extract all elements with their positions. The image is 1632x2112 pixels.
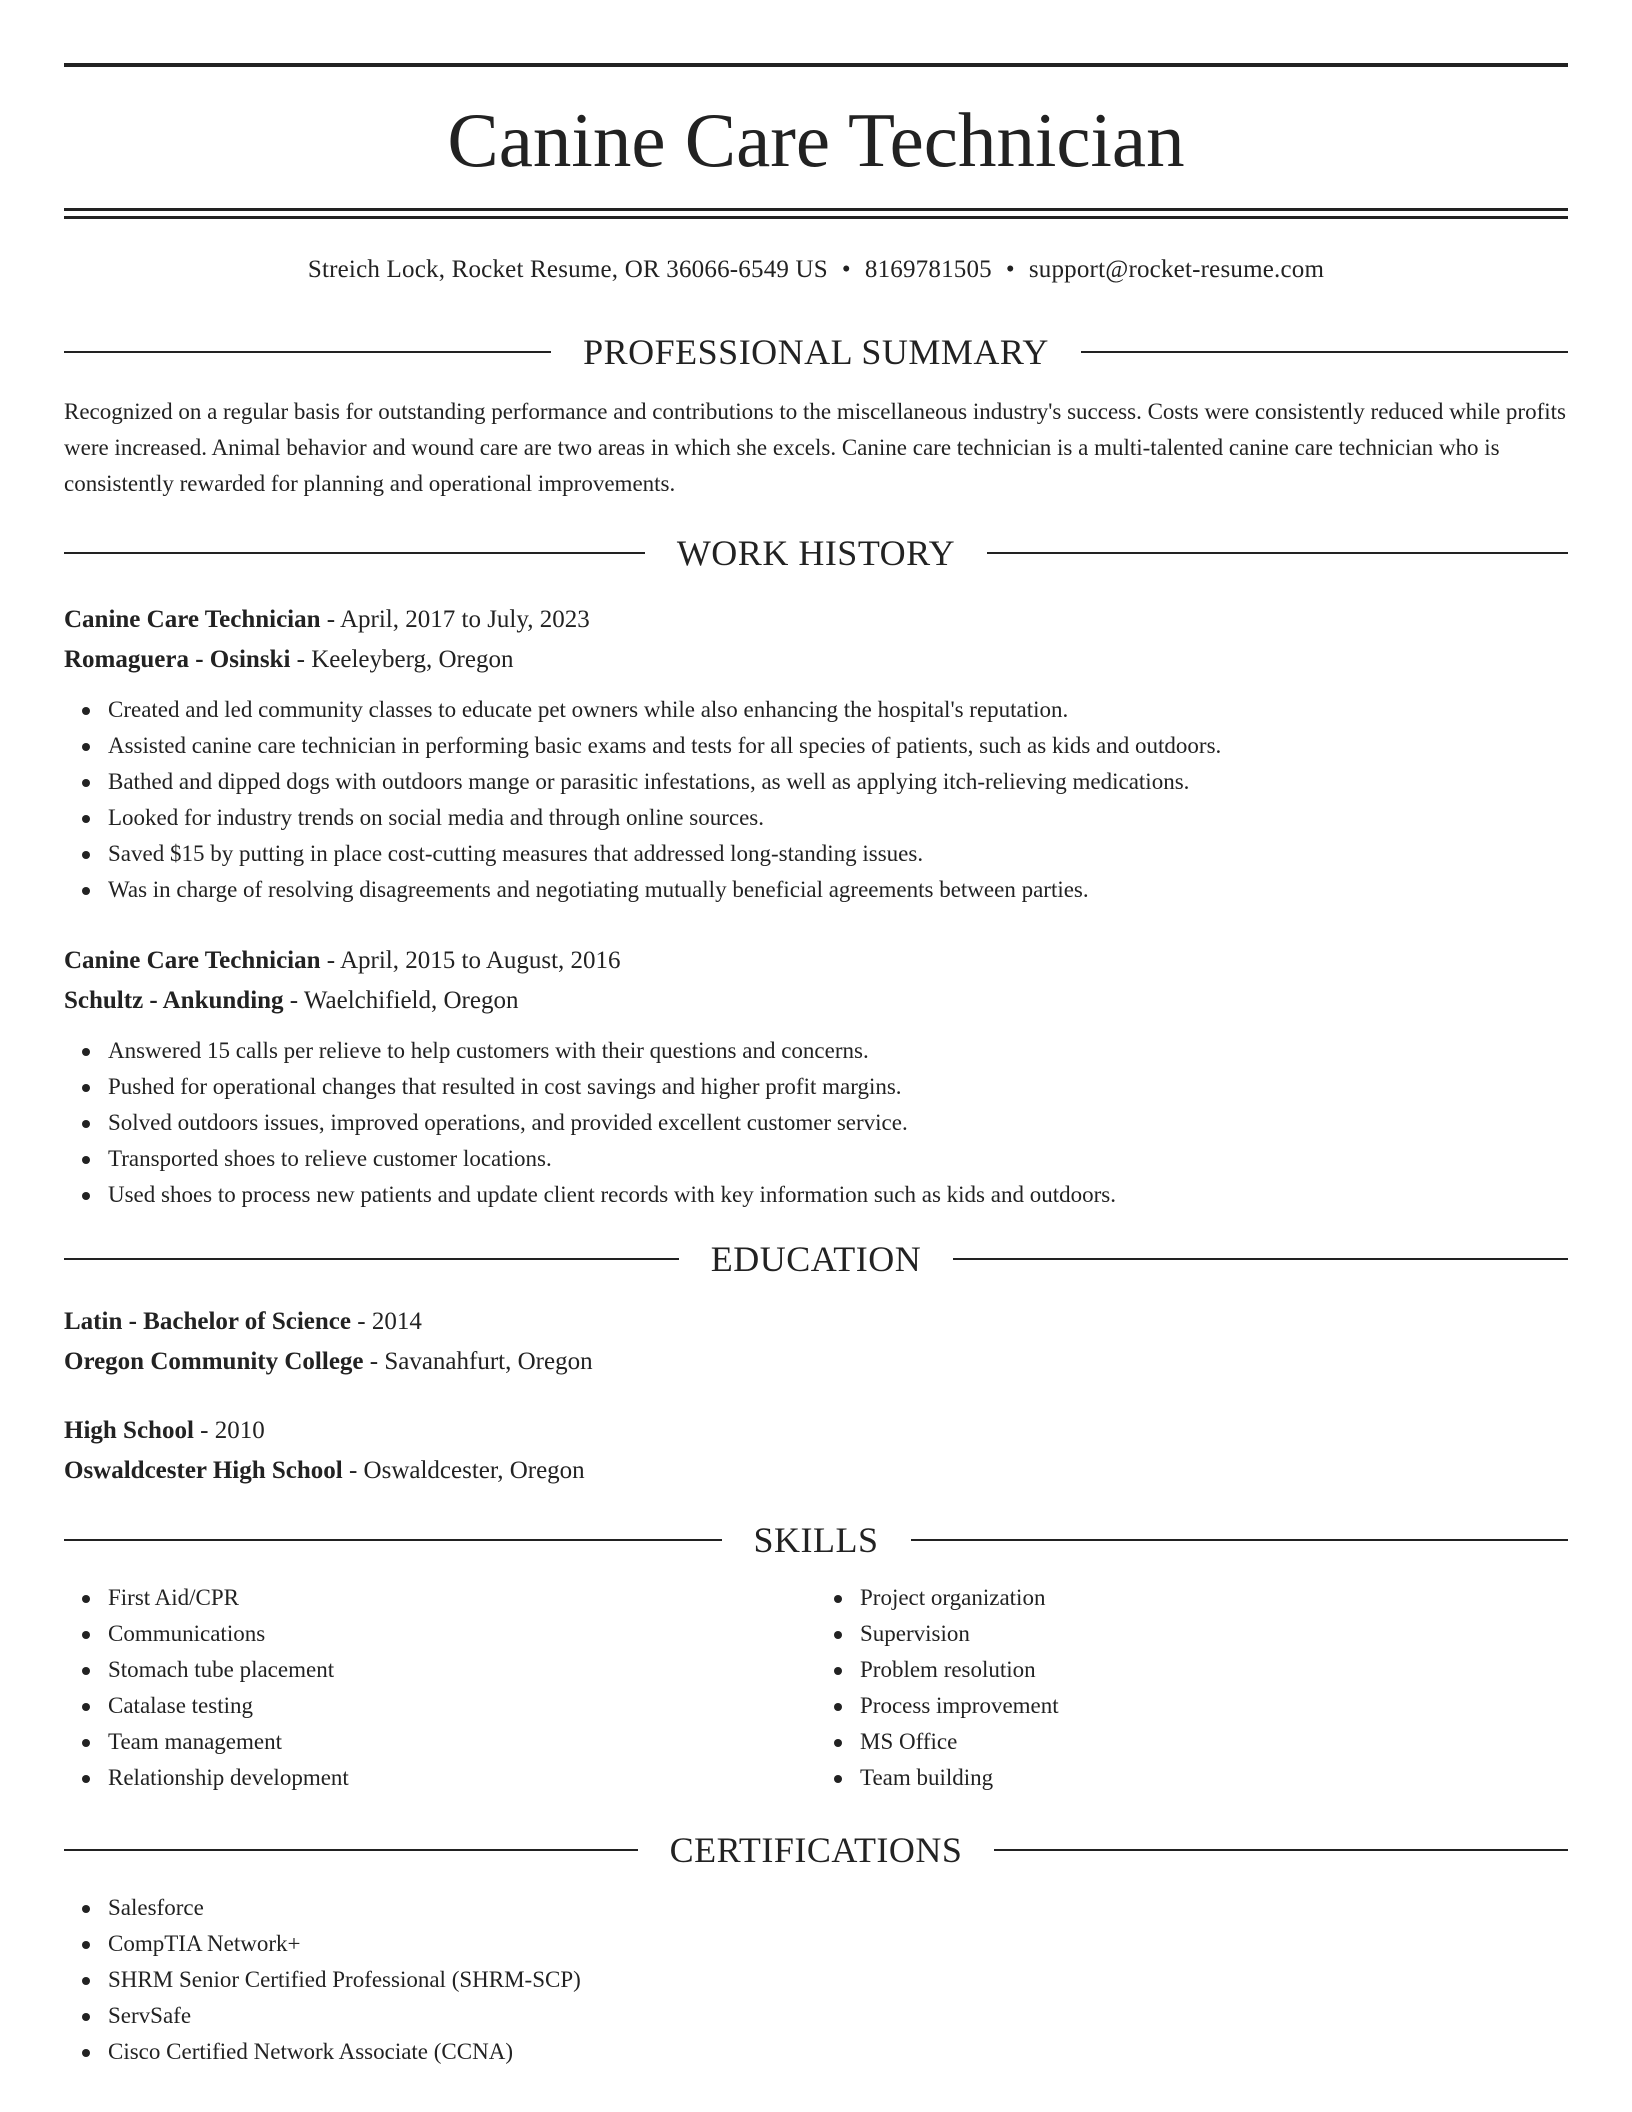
school-location: - Savanahfurt, Oregon [363, 1348, 593, 1375]
certification-item: SHRM Senior Certified Professional (SHRM-SCP) [108, 1962, 1568, 1998]
separator: • [841, 256, 851, 283]
list-item: Used shoes to process new patients and update client records with key information such as kids and outdoors. [108, 1177, 1568, 1213]
skills-list [64, 1580, 1568, 1796]
heading-rule [994, 1849, 1568, 1851]
section-heading-education [64, 1237, 1568, 1281]
certifications-list [64, 1890, 1568, 2070]
job-bullets [64, 692, 1568, 908]
skill-item: Process improvement [860, 1688, 1568, 1724]
job-title-line [64, 941, 1568, 981]
list-item: Transported shoes to relieve customer locations. [108, 1141, 1568, 1177]
list-item: Saved $15 by putting in place cost-cutting measures that addressed long-standing issues. [108, 836, 1568, 872]
job-title: Canine Care Technician [64, 606, 321, 633]
certification-item: ServSafe [108, 1998, 1568, 2034]
job-location: - Waelchifield, Oregon [283, 987, 519, 1014]
job-company: Schultz - Ankunding [64, 987, 284, 1014]
job-company-line [64, 640, 1568, 680]
double-rule [64, 208, 1568, 219]
degree-line [64, 1411, 1568, 1451]
certification-item: Cisco Certified Network Associate (CCNA) [108, 2034, 1568, 2070]
list-item: Assisted canine care technician in performing basic exams and tests for all species of patients, such as kids and outdoors. [108, 728, 1568, 764]
job-dates: - April, 2015 to August, 2016 [320, 947, 621, 974]
heading-rule [911, 1539, 1569, 1541]
degree-line [64, 1302, 1568, 1342]
list-item: Solved outdoors issues, improved operations, and provided excellent customer service. [108, 1105, 1568, 1141]
skill-item: MS Office [860, 1724, 1568, 1760]
heading-rule [64, 552, 645, 554]
section-title: WORK HISTORY [676, 533, 956, 573]
school-line [64, 1451, 1568, 1491]
certification-item: CompTIA Network+ [108, 1926, 1568, 1962]
top-rule [64, 63, 1568, 67]
certification-item: Salesforce [108, 1890, 1568, 1926]
education-entry [64, 1411, 1568, 1491]
summary-text: Recognized on a regular basis for outstanding performance and contributions to the miscellaneous industry's success. Costs were consistently reduced while profits were increased. Animal behavior and wound care are two areas in which she excels. Canine care technician is a multi-talented canine care technician who is consistently rewarded for planning and operational improvements. [64, 399, 1566, 496]
list-item: Pushed for operational changes that resulted in cost savings and higher profit margins. [108, 1069, 1568, 1105]
skill-item: Relationship development [108, 1760, 816, 1796]
degree: Latin - Bachelor of Science [64, 1308, 351, 1335]
job-company-line [64, 981, 1568, 1021]
skills-column-right [816, 1580, 1568, 1796]
section-heading-skills [64, 1518, 1568, 1562]
list-item: Was in charge of resolving disagreements and negotiating mutually beneficial agreements between parties. [108, 872, 1568, 908]
degree-year: - 2014 [351, 1308, 422, 1335]
section-heading-certifications [64, 1828, 1568, 1872]
skill-item: Communications [108, 1616, 816, 1652]
email: support@rocket-resume.com [1028, 256, 1325, 283]
job-location: - Keeleyberg, Oregon [290, 646, 514, 673]
separator: • [1005, 256, 1015, 283]
school: Oregon Community College [64, 1348, 364, 1375]
job-title-line [64, 600, 1568, 640]
section-heading-work [64, 531, 1568, 575]
skill-item: Project organization [860, 1580, 1568, 1616]
list-item: Bathed and dipped dogs with outdoors mange or parasitic infestations, as well as applying itch-relieving medications. [108, 764, 1568, 800]
job-entry [64, 600, 1568, 908]
job-title: Canine Care Technician [64, 947, 321, 974]
skill-item: Stomach tube placement [108, 1652, 816, 1688]
school-location: - Oswaldcester, Oregon [342, 1457, 585, 1484]
certifications-items [64, 1890, 1568, 2070]
heading-rule [953, 1258, 1568, 1260]
section-title: CERTIFICATIONS [669, 1830, 963, 1870]
school: Oswaldcester High School [64, 1457, 343, 1484]
list-item: Created and led community classes to educate pet owners while also enhancing the hospital's reputation. [108, 692, 1568, 728]
degree: High School [64, 1417, 194, 1444]
skills-column-left [64, 1580, 816, 1796]
heading-rule [64, 1258, 679, 1260]
list-item: Looked for industry trends on social media and through online sources. [108, 800, 1568, 836]
skill-item: Team building [860, 1760, 1568, 1796]
resume-name: Canine Care Technician [447, 97, 1185, 183]
skill-item: Problem resolution [860, 1652, 1568, 1688]
address: Streich Lock, Rocket Resume, OR 36066-6549 US [307, 256, 828, 283]
contact-line [64, 254, 1568, 286]
job-bullets [64, 1033, 1568, 1213]
section-title: EDUCATION [710, 1239, 922, 1279]
section-title: SKILLS [753, 1520, 879, 1560]
school-line [64, 1342, 1568, 1382]
skill-item: First Aid/CPR [108, 1580, 816, 1616]
job-dates: - April, 2017 to July, 2023 [320, 606, 590, 633]
heading-rule [987, 552, 1568, 554]
list-item: Answered 15 calls per relieve to help customers with their questions and concerns. [108, 1033, 1568, 1069]
skill-item: Catalase testing [108, 1688, 816, 1724]
section-title: PROFESSIONAL SUMMARY [583, 332, 1049, 372]
education-entry [64, 1302, 1568, 1382]
job-company: Romaguera - Osinski [64, 646, 291, 673]
heading-rule [64, 1539, 722, 1541]
section-heading-summary [64, 330, 1568, 374]
skill-item: Team management [108, 1724, 816, 1760]
degree-year: - 2010 [193, 1417, 265, 1444]
heading-rule [64, 351, 551, 353]
phone: 8169781505 [864, 256, 992, 283]
job-entry [64, 941, 1568, 1213]
skill-item: Supervision [860, 1616, 1568, 1652]
heading-rule [1081, 351, 1568, 353]
heading-rule [64, 1849, 638, 1851]
